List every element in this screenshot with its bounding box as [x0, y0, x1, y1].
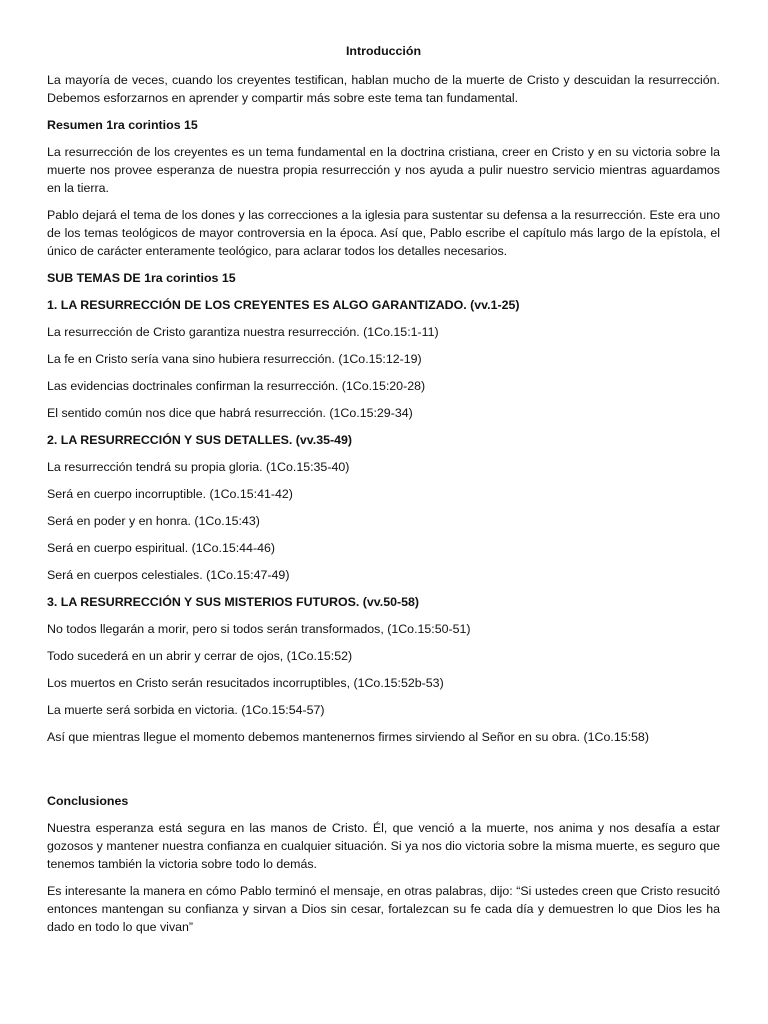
conclusion-paragraph-2: Es interesante la manera en cómo Pablo terminó el mensaje, en otras palabras, dijo: “Si ustedes creen que Cristo resucitó entonces mantengan su confianza y sirvan a Dios sin cesar, fortalezcan su fe cada día y demuestren lo que Dios les ha dado en todo lo que vivan”	[47, 884, 720, 934]
summary-paragraph-2: Pablo dejará el tema de los dones y las correcciones a la iglesia para sustentar su defensa a la resurrección. Este era uno de los temas teológicos de mayor controversia en la época. Así que, Pablo escribe el capítulo más largo de la epístola, el único de carácter enteramente teológico, para aclarar todos los detalles necesarios.	[47, 208, 720, 258]
list-item: Los muertos en Cristo serán resucitados incorruptibles, (1Co.15:52b-53)	[47, 676, 444, 690]
list-item: No todos llegarán a morir, pero si todos serán transformados, (1Co.15:50-51)	[47, 622, 471, 636]
summary-paragraph-1: La resurrección de los creyentes es un tema fundamental en la doctrina cristiana, creer en Cristo y en su victoria sobre la muerte nos provee esperanza de nuestra propia resurrección y nos ayuda a pulir nuestro servicio mientras aguardamos en la tierra.	[47, 145, 720, 195]
conclusion-paragraph-1: Nuestra esperanza está segura en las manos de Cristo. Él, que venció a la muerte, nos anima y nos desafía a estar gozosos y mantener nuestra confianza en cualquier situación. Si ya nos dio victoria sobre la misma muerte, es seguro que tenemos también la victoria sobre todo lo demás.	[47, 821, 720, 871]
list-item: Será en cuerpo incorruptible. (1Co.15:41-42)	[47, 487, 293, 501]
section-heading: 2. LA RESURRECCIÓN Y SUS DETALLES. (vv.35-49)	[47, 433, 353, 447]
list-item: El sentido común nos dice que habrá resurrección. (1Co.15:29-34)	[47, 406, 413, 420]
summary-heading: Resumen 1ra corintios 15	[47, 118, 198, 132]
list-item: Será en cuerpos celestiales. (1Co.15:47-49)	[47, 568, 290, 582]
section-3	[47, 593, 720, 746]
section-heading: 3. LA RESURRECCIÓN Y SUS MISTERIOS FUTUROS. (vv.50-58)	[47, 595, 420, 609]
list-item: La resurrección de Cristo garantiza nuestra resurrección. (1Co.15:1-11)	[47, 325, 439, 339]
subtopics-heading: SUB TEMAS DE 1ra corintios 15	[47, 271, 236, 285]
conclusions-heading: Conclusiones	[47, 794, 129, 808]
list-item: Las evidencias doctrinales confirman la resurrección. (1Co.15:20-28)	[47, 379, 426, 393]
list-item: La muerte será sorbida en victoria. (1Co.15:54-57)	[47, 703, 325, 717]
page-title: Introducción	[345, 44, 422, 58]
list-item: Todo sucederá en un abrir y cerrar de ojos, (1Co.15:52)	[47, 649, 353, 663]
list-item: Será en cuerpo espiritual. (1Co.15:44-46)	[47, 541, 275, 555]
list-item: La fe en Cristo sería vana sino hubiera resurrección. (1Co.15:12-19)	[47, 352, 422, 366]
intro-paragraph: La mayoría de veces, cuando los creyentes testifican, hablan mucho de la muerte de Cristo y descuidan la resurrección. Debemos esforzarnos en aprender y compartir más sobre este tema tan fundamental.	[47, 73, 720, 105]
list-item: Así que mientras llegue el momento debemos mantenernos firmes sirviendo al Señor en su obra. (1Co.15:58)	[47, 730, 649, 744]
spacer	[47, 755, 720, 792]
section-2	[47, 431, 720, 584]
section-1	[47, 296, 720, 422]
list-item: Será en poder y en honra. (1Co.15:43)	[47, 514, 260, 528]
section-heading: 1. LA RESURRECCIÓN DE LOS CREYENTES ES ALGO GARANTIZADO. (vv.1-25)	[47, 298, 520, 312]
list-item: La resurrección tendrá su propia gloria. (1Co.15:35-40)	[47, 460, 350, 474]
